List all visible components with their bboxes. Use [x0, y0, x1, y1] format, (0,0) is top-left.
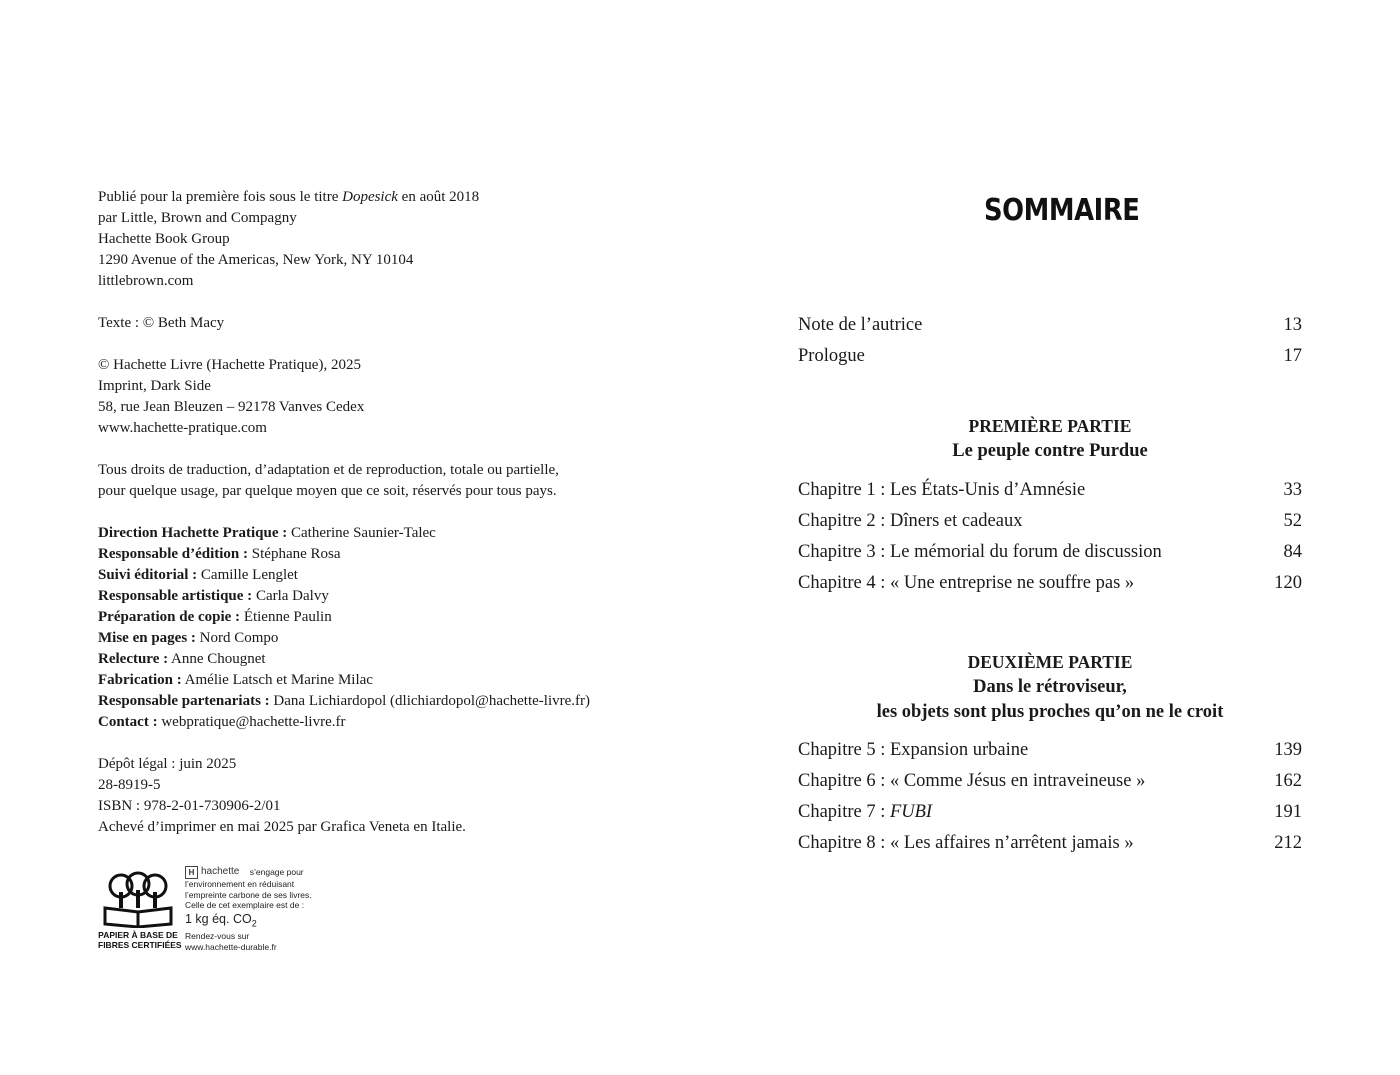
credit-name: webpratique@hachette-livre.fr: [157, 714, 346, 730]
legal-block: [98, 754, 718, 838]
credit-role: Relecture :: [98, 651, 169, 667]
toc-entry-page: 139: [1274, 740, 1302, 760]
credit-line: [98, 691, 718, 712]
toc-entry: [798, 507, 1302, 535]
part-subtitle: les objets sont plus proches qu’on ne le croit: [876, 702, 1224, 722]
brand-name: hachette: [201, 866, 240, 878]
eco-notice: [185, 866, 405, 952]
credit-role: Responsable d’édition :: [98, 546, 249, 562]
part-heading: DEUXIÈME PARTIE: [967, 652, 1133, 672]
caption-line: FIBRES CERTIFIÉES: [98, 940, 182, 950]
toc-entry-page: 120: [1274, 573, 1302, 593]
credit-name: Étienne Paulin: [240, 609, 332, 625]
credit-line: [98, 544, 718, 565]
credit-line: [98, 670, 718, 691]
credit-role: Suivi éditorial :: [98, 567, 198, 583]
toc-entry: [798, 569, 1302, 597]
trees-on-book-icon: [101, 870, 175, 928]
publication-date: en août 2018: [397, 189, 480, 205]
publication-line: [98, 187, 718, 208]
eco-line: l’empreinte carbone de ses livres.: [185, 889, 312, 900]
toc-entry-page: 84: [1283, 542, 1302, 562]
toc-entry-page: 17: [1283, 346, 1302, 366]
publication-line: par Little, Brown and Compagny: [98, 210, 297, 226]
eco-brand-row: [185, 866, 405, 879]
credit-line: [98, 649, 718, 670]
eco-line: Rendez-vous sur: [185, 931, 250, 941]
toc-entry: [798, 342, 1302, 370]
toc-entry-label: Chapitre 6 : « Comme Jésus en intraveineuse »: [798, 771, 1146, 791]
credit-role: Direction Hachette Pratique :: [98, 525, 288, 541]
toc-entry-italic-title: FUBI: [889, 802, 933, 822]
credit-name: Amélie Latsch et Marine Milac: [181, 672, 373, 688]
eco-url: www.hachette-durable.fr: [185, 941, 277, 952]
credit-line: [98, 607, 718, 628]
carbon-subscript: 2: [251, 918, 257, 928]
environment-logos: [98, 866, 418, 956]
toc-entry-label: Chapitre 8 : « Les affaires n’arrêtent jamais »: [798, 833, 1134, 853]
toc-entry-page: 33: [1283, 480, 1302, 500]
toc-entry-label: Chapitre 2 : Dîners et cadeaux: [798, 511, 1023, 531]
toc-entry-label: Prologue: [798, 346, 865, 366]
credit-line: [98, 712, 718, 733]
toc-entry: [798, 538, 1302, 566]
credit-role: Responsable partenariats :: [98, 693, 270, 709]
toc-entry-page: 52: [1283, 511, 1302, 531]
toc-entry-label: Note de l’autrice: [798, 315, 923, 335]
toc-entry-label: Chapitre 1 : Les États-Unis d’Amnésie: [798, 480, 1086, 500]
credit-role: Fabrication :: [98, 672, 182, 688]
legal-line: 28-8919-5: [98, 777, 161, 793]
publisher-line: 58, rue Jean Bleuzen – 92178 Vanves Cedex: [98, 399, 365, 415]
certified-paper-caption: [98, 930, 182, 950]
part-subtitle: Dans le rétroviseur,: [973, 677, 1127, 697]
h-logo-icon: H: [185, 866, 198, 879]
credit-role: Mise en pages :: [98, 630, 196, 646]
credit-role: Contact :: [98, 714, 158, 730]
toc-entry-label: Chapitre 4 : « Une entreprise ne souffre pas »: [798, 573, 1135, 593]
publication-line: littlebrown.com: [98, 273, 194, 289]
toc-entry: [798, 311, 1302, 339]
publisher-line: Imprint, Dark Side: [98, 378, 211, 394]
eco-line: l’environnement en réduisant: [185, 879, 295, 889]
toc-entry-label: Chapitre 5 : Expansion urbaine: [798, 740, 1029, 760]
credit-name: Catherine Saunier-Talec: [287, 525, 436, 541]
publication-line: Hachette Book Group: [98, 231, 230, 247]
toc-entry-page: 13: [1283, 315, 1302, 335]
legal-line: Achevé d’imprimer en mai 2025 par Grafica Veneta en Italie.: [98, 819, 466, 835]
part-heading: PREMIÈRE PARTIE: [968, 416, 1132, 436]
credit-name: Carla Dalvy: [252, 588, 329, 604]
toc-entry: [798, 736, 1302, 764]
rights-line: Tous droits de traduction, d’adaptation et de reproduction, totale ou partielle,: [98, 462, 559, 478]
eco-line: Celle de cet exemplaire est de :: [185, 900, 305, 910]
rights-line: pour quelque usage, par quelque moyen que ce soit, réservés pour tous pays.: [98, 483, 557, 499]
toc-entry-prefix: Chapitre 7 :: [798, 802, 890, 822]
toc-entry-label: [798, 798, 932, 826]
legal-line: Dépôt légal : juin 2025: [98, 756, 237, 772]
publication-block: [98, 187, 718, 292]
text-credit-block: [98, 313, 718, 334]
credit-name: Dana Lichiardopol (dlichiardopol@hachette-livre.fr): [269, 693, 591, 709]
credit-name: Nord Compo: [195, 630, 279, 646]
publisher-block: [98, 355, 718, 439]
toc-entry-page: 162: [1274, 771, 1302, 791]
credit-line: [98, 586, 718, 607]
toc-entry-page: 212: [1274, 833, 1302, 853]
toc-entry: [798, 798, 1302, 826]
toc-entry: [798, 829, 1302, 857]
toc-entry-label: Chapitre 3 : Le mémorial du forum de discussion: [798, 542, 1162, 562]
carbon-value: [185, 911, 405, 932]
colophon: [98, 187, 718, 859]
toc-entry: [798, 767, 1302, 795]
credit-name: Stéphane Rosa: [248, 546, 341, 562]
caption-line: PAPIER À BASE DE: [98, 930, 178, 940]
text-credit: Texte : © Beth Macy: [98, 315, 225, 331]
certified-paper-logo: [98, 870, 182, 950]
toc-entry-page: 191: [1274, 802, 1302, 822]
credit-line: [98, 628, 718, 649]
credit-role: Préparation de copie :: [98, 609, 241, 625]
legal-line: ISBN : 978-2-01-730906-2/01: [98, 798, 281, 814]
publisher-line: © Hachette Livre (Hachette Pratique), 2025: [98, 357, 361, 373]
rights-block: [98, 460, 718, 502]
credit-line: [98, 523, 718, 544]
credit-role: Responsable artistique :: [98, 588, 253, 604]
publication-line: 1290 Avenue of the Americas, New York, NY 10104: [98, 252, 414, 268]
toc-title: SOMMAIRE: [984, 193, 1140, 228]
credit-line: [98, 565, 718, 586]
publisher-line: www.hachette-pratique.com: [98, 420, 267, 436]
credits-block: [98, 523, 718, 733]
publication-text: Publié pour la première fois sous le titre: [98, 189, 343, 205]
original-title: Dopesick: [342, 189, 398, 205]
toc-entry: [798, 476, 1302, 504]
hachette-logo: [185, 866, 239, 879]
credit-name: Camille Lenglet: [197, 567, 298, 583]
eco-line: s’engage pour: [249, 867, 304, 877]
credit-name: Anne Chougnet: [168, 651, 266, 667]
part-subtitle: Le peuple contre Purdue: [952, 441, 1148, 461]
carbon-value-text: 1 kg éq. CO: [185, 911, 252, 926]
